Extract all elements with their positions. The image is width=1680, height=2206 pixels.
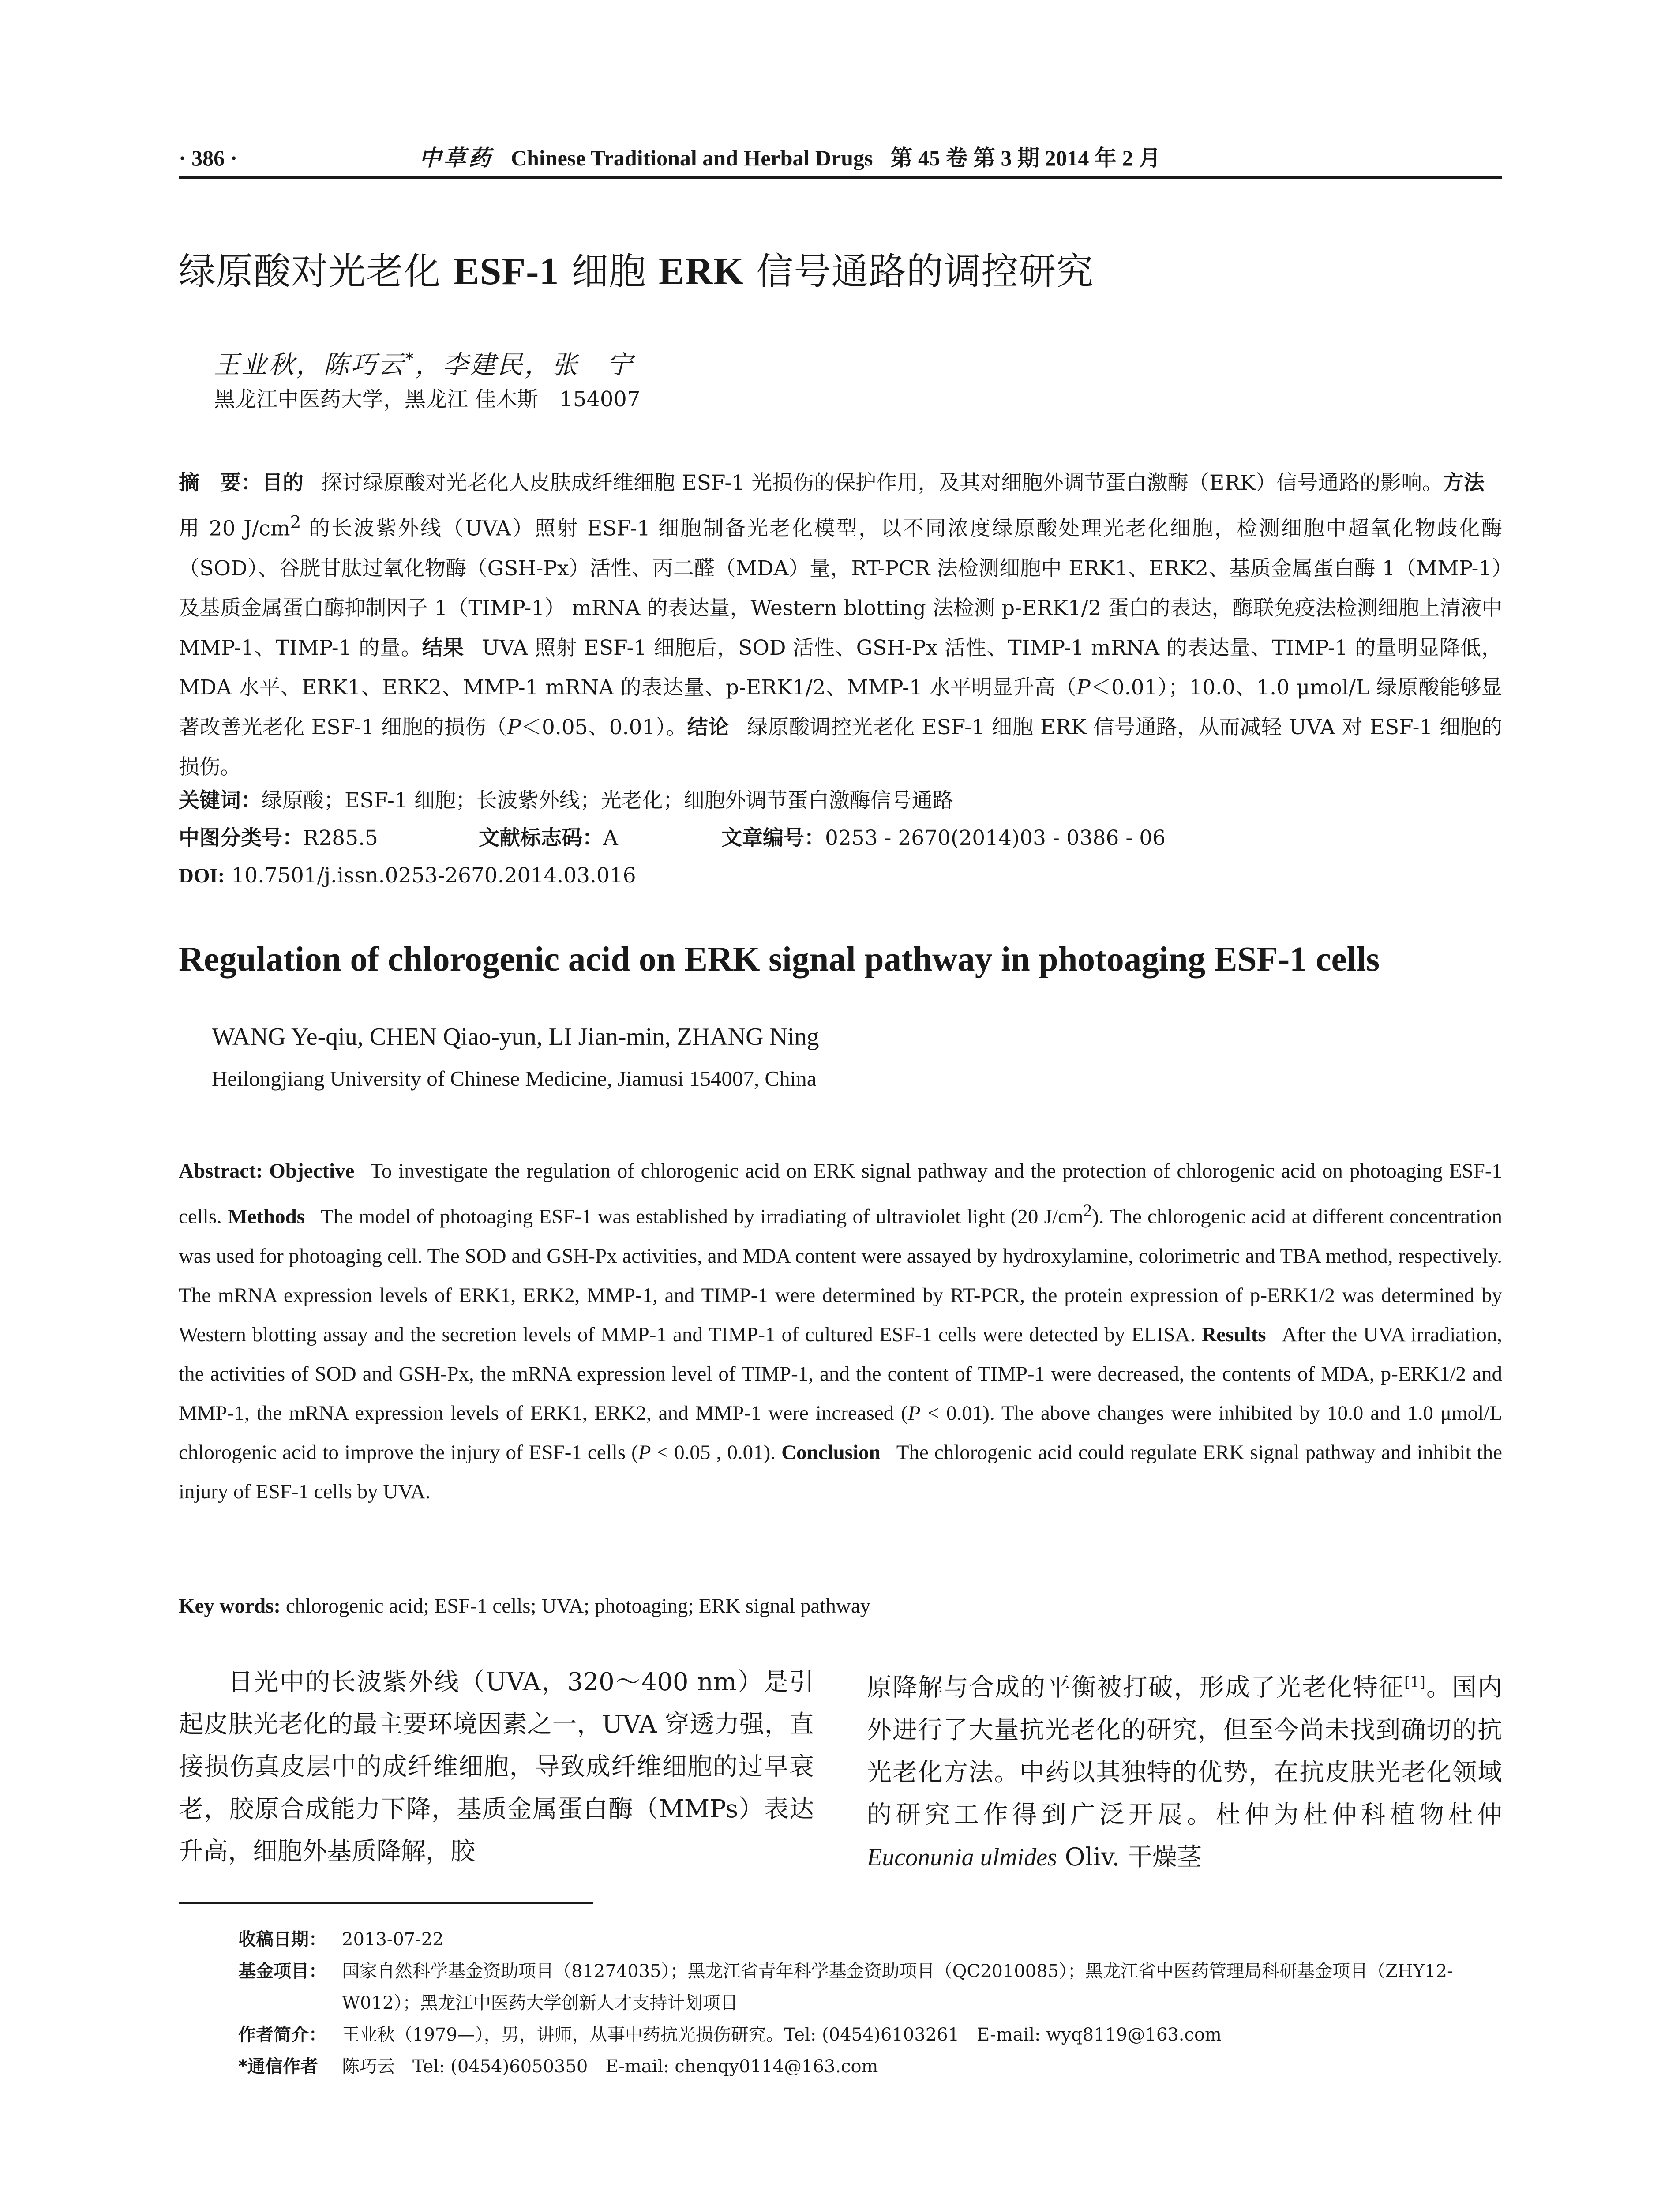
en-keywords: Key words: chlorogenic acid; ESF-1 cells; UVA; photoaging; ERK signal pathway xyxy=(179,1594,871,1617)
en-methods-label: Methods xyxy=(228,1205,305,1228)
cn-keywords: 关键词：绿原酸；ESF-1 细胞；长波紫外线；光老化；细胞外调节蛋白激酶信号通路 xyxy=(179,788,953,813)
body-column-left: 日光中的长波紫外线（UVA，320～400 nm）是引起皮肤光老化的最主要环境因素之一，UVA 穿透力强，直接损伤真皮层中的成纤维细胞，导致成纤维细胞的过早衰老，胶原合成能力下降，基质金属蛋白酶（MMPs）表达升高，细胞外基质降解，胶 xyxy=(179,1668,814,1866)
journal-name-en: Chinese Traditional and Herbal Drugs xyxy=(511,146,873,170)
en-affiliation: Heilongjiang University of Chinese Medicine, Jiamusi 154007, China xyxy=(212,1066,817,1091)
body-column-right: 原降解与合成的平衡被打破，形成了光老化特征[1]。国内外进行了大量抗光老化的研究，但至今尚未找到确切的抗光老化方法。中药以其独特的优势，在抗皮肤光老化领域的研究工作得到广泛开展。杜仲为杜仲科植物杜仲 Euconunia ulmides Oliv. 干燥茎 xyxy=(867,1673,1503,1872)
header-rule xyxy=(179,176,1502,179)
footnote-fund: 基金项目： 国家自然科学基金资助项目（81274035）；黑龙江省青年科学基金资助项目（QC2010085）；黑龙江省中医药管理局科研基金项目（ZHY12-W012）；黑龙江中医药大学创新人才支持计划项目 xyxy=(238,1961,1453,2013)
species-name: Euconunia ulmides xyxy=(867,1843,1057,1871)
cn-authors: 王业秋，陈巧云*，李建民，张 宁 xyxy=(214,349,634,380)
page-number: · 386 · xyxy=(179,146,238,170)
cn-classification: 中图分类号：R285.5 文献标志码：A 文章编号：0253 - 2670(2014)03 - 0386 - 06 xyxy=(179,826,1166,850)
cn-abstract-label: 摘 要： xyxy=(179,471,262,495)
footnotes xyxy=(238,1924,1502,2082)
doi: DOI: 10.7501/j.issn.0253-2670.2014.03.016 xyxy=(179,863,636,888)
journal-issue: 第 45 卷 第 3 期 2014 年 2 月 xyxy=(890,146,1161,170)
en-abstract: Abstract: Objective To investigate the regulation of chlorogenic acid on ERK signal pathway and the protection of chlorogenic acid on photoaging ESF-1 cells. Methods The model of photoaging ESF-1 was established by irradiating of ultraviolet light (20 $J/cm^2$). The chlorogenic acid at different concentration was used for photoaging cell. The SOD and GSH-Px activities, and MDA content were assayed by hydroxylamine, colorimetric and TBA method, respectively. The mRNA expression levels of ERK1, ERK2, MMP-1, and TIMP-1 were determined by RT-PCR, the protein expression of p-ERK1/2 was determined by Western blotting assay and the secretion levels of MMP-1 and TIMP-1 of cultured ESF-1 cells were detected by ELISA. Results After the UVA irradiation, the activities of SOD and GSH-Px, the mRNA expression level of TIMP-1, and the content of TIMP-1 were decreased, the contents of MDA, p-ERK1/2 and MMP-1, the mRNA expression levels of ERK1, ERK2, and MMP-1 were increased (P < 0.01). The above changes were inhibited by 10.0 and 1.0 μmol/L chlorogenic acid to improve the injury of ESF-1 cells (P < 0.05 , 0.01). Conclusion The chlorogenic acid could regulate ERK signal pathway and inhibit the injury of ESF-1 cells by UVA. xyxy=(179,1159,1503,1503)
en-authors: WANG Ye-qiu, CHEN Qiao-yun, LI Jian-min, ZHANG Ning xyxy=(212,1023,819,1050)
cn-abstract: 摘 要：目的 探讨绿原酸对光老化人皮肤成纤维细胞 ESF-1 光损伤的保护作用，及其对细胞外调节蛋白激酶（ERK）信号通路的影响。方法用 20 $J/cm^2$ 的长波紫外线（UVA）照射 ESF-1 细胞制备光老化模型，以不同浓度绿原酸处理光老化细胞，检测细胞中超氧化物歧化酶（SOD）、谷胱甘肽过氧化物酶（GSH-Px）活性、丙二醛（MDA）量，RT-PCR 法检测细胞中 ERK1、ERK2、基质金属蛋白酶 1（MMP-1）及基质金属蛋白酶抑制因子 1（TIMP-1） mRNA 的表达量，Western blotting 法检测 p-ERK1/2 蛋白的表达，酶联免疫法检测细胞上清液中 MMP-1、TIMP-1 的量。结果 UVA 照射 ESF-1 细胞后，SOD 活性、GSH-Px 活性、TIMP-1 mRNA 的表达量、TIMP-1 的量明显降低，MDA 水平、ERK1、ERK2、MMP-1 mRNA 的表达量、p-ERK1/2、MMP-1 水平明显升高（P＜0.01）；10.0、1.0 μmol/L 绿原酸能够显著改善光老化 ESF-1 细胞的损伤（P＜0.05、0.01）。结论 绿原酸调控光老化 ESF-1 细胞 ERK 信号通路，从而减轻 UVA 对 ESF-1 细胞的损伤。 xyxy=(179,471,1503,779)
cn-conclusion-label: 结论 xyxy=(687,715,729,739)
en-results-label: Results xyxy=(1201,1323,1266,1346)
cn-methods-label: 方法 xyxy=(1443,471,1485,495)
footnote-author: 作者简介： 王业秋（1979—），男，讲师，从事中药抗光损伤研究。Tel: (0454)6103261 E-mail: wyq8119@163.com xyxy=(238,2025,1222,2045)
journal-name-cn: 中草药 xyxy=(419,145,493,171)
cn-results-label: 结果 xyxy=(422,635,465,660)
footnote-corresponding: *通信作者 陈巧云 Tel: (0454)6050350 E-mail: chenqy0114@163.com xyxy=(238,2056,878,2077)
en-title: Regulation of chlorogenic acid on ERK signal pathway in photoaging ESF-1 cells xyxy=(179,940,1380,979)
corresponding-mark: * xyxy=(405,350,416,368)
footnote-received: 收稿日期： 2013-07-22 xyxy=(238,1929,444,1950)
cn-title: 绿原酸对光老化 ESF-1 细胞 ERK 信号通路的调控研究 xyxy=(179,250,1094,293)
cn-affiliation: 黑龙江中医药大学，黑龙江 佳木斯 154007 xyxy=(214,387,641,412)
footnote-rule xyxy=(179,1902,593,1904)
cn-objective-label: 目的 xyxy=(262,471,304,495)
en-conclusion-label: Conclusion xyxy=(781,1441,881,1464)
cn-objective: 探讨绿原酸对光老化人皮肤成纤维细胞 ESF-1 光损伤的保护作用，及其对细胞外调节蛋白激酶（ERK）信号通路的影响。 xyxy=(321,471,1443,495)
en-abstract-label: Abstract: Objective xyxy=(179,1159,355,1182)
citation-ref: [1] xyxy=(1404,1673,1426,1691)
journal-line xyxy=(419,140,1161,176)
running-header xyxy=(179,140,1502,176)
